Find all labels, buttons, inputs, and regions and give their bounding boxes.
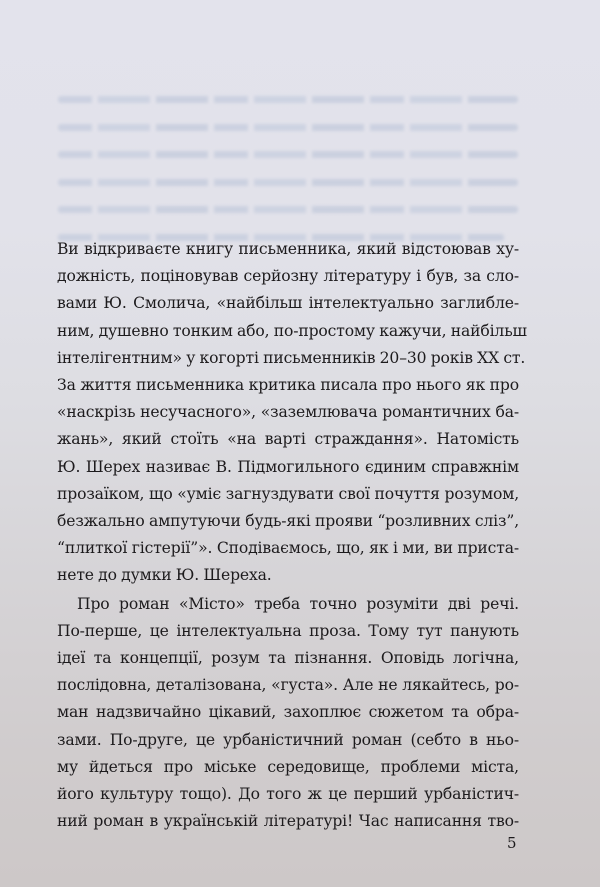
text-line: інтелігентним» у когорті письменників 20–30 років XX ст. bbox=[57, 348, 526, 367]
text-line: нете до думки Ю. Шереха. bbox=[57, 566, 272, 585]
text-line: По-перше, це інтелектуальна проза. Тому тут панують bbox=[57, 621, 519, 640]
text-line: дожність, поціновував серйозну літературу і був, за сло- bbox=[57, 267, 519, 286]
show-through-line bbox=[58, 206, 518, 213]
text-line: ідеї та концепції, розум та пізнання. Оповідь логічна, bbox=[57, 649, 519, 668]
text-line: послідовна, деталізована, «густа». Але не лякайтесь, ро- bbox=[57, 676, 519, 695]
text-line: його культуру тощо). До того ж це перший урбаністич- bbox=[57, 785, 519, 804]
text-line: му йдеться про міське середовище, проблеми міста, bbox=[57, 757, 519, 776]
paragraph-1 bbox=[57, 236, 527, 590]
show-through-line bbox=[58, 151, 518, 158]
text-line: «наскрізь несучасного», «заземлювача романтичних ба- bbox=[57, 403, 519, 422]
text-line: вами Ю. Смолича, «найбільш інтелектуально заглибле- bbox=[57, 294, 519, 313]
body-text bbox=[57, 236, 527, 835]
text-line: ний роман в українській літературі! Час написання тво- bbox=[57, 812, 519, 831]
text-line: Ви відкриваєте книгу письменника, який відстоював ху- bbox=[57, 240, 519, 258]
text-line: прозаїком, що «уміє загнуздувати свої почуття розумом, bbox=[57, 484, 519, 503]
show-through-line bbox=[58, 179, 518, 186]
text-line: За життя письменника критика писала про нього як про bbox=[57, 376, 519, 395]
page-number: 5 bbox=[507, 834, 517, 852]
text-line: ман надзвичайно цікавий, захоплює сюжетом та обра- bbox=[57, 703, 519, 722]
text-line: Про роман «Місто» треба точно розуміти дві речі. bbox=[77, 594, 519, 613]
text-line: безжально ампутуючи будь-які прояви “розливних сліз”, bbox=[57, 512, 519, 531]
text-line: ним, душевно тонким або, по-простому кажучи, найбільш bbox=[57, 321, 527, 340]
text-line: зами. По-друге, це урбаністичний роман (себто в ньо- bbox=[57, 730, 519, 749]
show-through-line bbox=[58, 124, 518, 131]
text-line: “плиткої гістерії”». Сподіваємось, що, як і ми, ви приста- bbox=[57, 539, 519, 558]
show-through-line bbox=[58, 96, 518, 103]
text-line: жань», який стоїть «на варті страждання». Натомість bbox=[57, 430, 519, 449]
paragraph-2 bbox=[57, 591, 519, 836]
text-line: Ю. Шерех називає В. Підмогильного єдиним справжнім bbox=[57, 457, 519, 476]
